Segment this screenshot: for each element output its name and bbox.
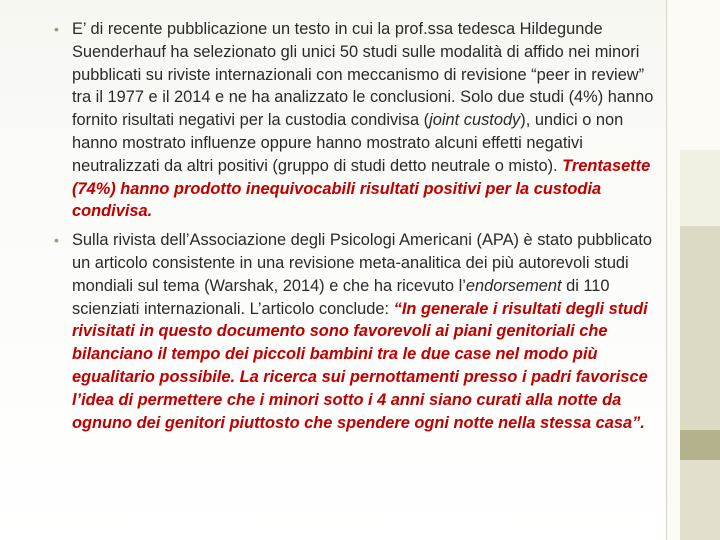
bullet-highlight: “In generale i risultati degli studi rivisitati in questo documento sono favorevoli ai piani genitoriali che bilanciano il tempo dei piccoli bambini tra le due case nel modo più egualitario possibile. La ricerca sui pernottamenti presso i padri favorisce l’idea di permettere che i minori sotto i 4 anni siano curati alla notte da ognuno dei genitori piuttosto che spendere ogni notte nella stessa casa”. [72,299,648,432]
bullet-text: ), undici o non hanno mostrato influenze oppure hanno mostrato alcuni effetti negativi neutralizzati da altri positivi (gruppo di studi detto neutrale o misto). [72,111,624,175]
decorative-sidebar [666,0,720,540]
sidebar-block [680,460,720,540]
sidebar-block [680,226,720,430]
sidebar-block-accent [680,430,720,460]
bullet-highlight: Trentasette (74%) hanno prodotto inequivocabili risultati positivi per la custodia condivisa. [72,156,651,221]
bullet-italic-term: endorsement [465,276,562,295]
bullet-item-1 [52,18,657,223]
bullet-item-2 [52,229,657,434]
sidebar-divider [666,0,667,540]
bullet-dot-icon: • [54,21,59,37]
bullet-text: di 110 scienziati internazionali. L’articolo conclude: [72,276,610,318]
sidebar-block [680,150,720,226]
sidebar-block [680,0,720,150]
slide-body [52,18,657,434]
bullet-italic-term: joint custody [429,111,521,130]
bullet-text: Sulla rivista dell’Associazione degli Psicologi Americani (APA) è stato pubblicato un articolo consistente in una revisione meta-analitica dei più autorevoli studi mondiali sul tema (Warshak, 2014) e che ha ricevuto l’ [72,231,653,295]
bullet-text: E’ di recente pubblicazione un testo in cui la prof.ssa tedesca Hildegunde Suenderhauf ha selezionato gli unici 50 studi sulle modalità di affido nei minori pubblicati su riviste internazionali con meccanismo di revisione “peer in review” tra il 1977 e il 2014 e ne ha analizzato le conclusioni. Solo due studi (4%) hanno fornito risultati negativi per la custodia condivisa ( [72,20,654,130]
bullet-dot-icon: • [54,232,59,249]
